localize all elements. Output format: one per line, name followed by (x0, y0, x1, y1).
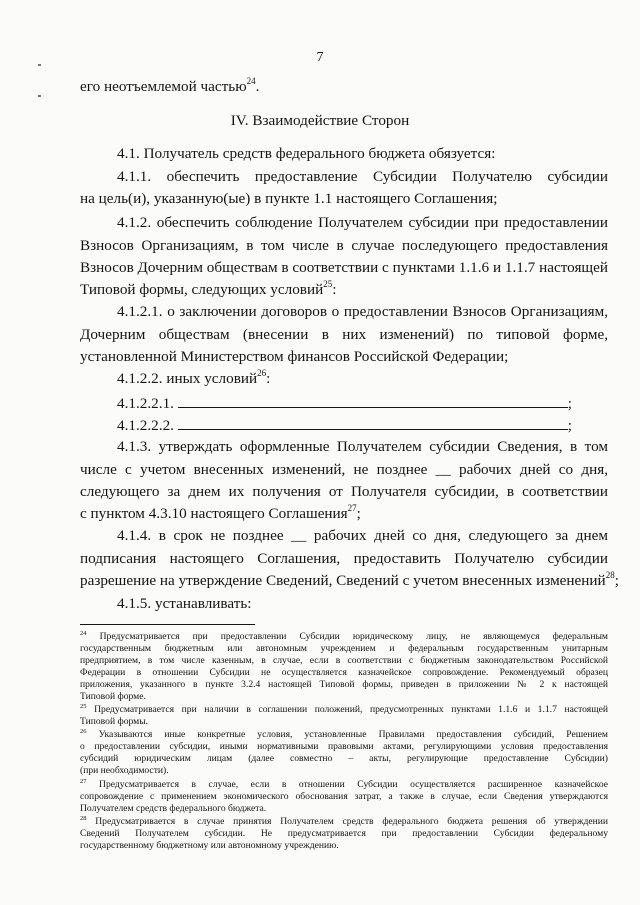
body-line: 4.1. Получатель средств федерального бюджета обязуется: (117, 145, 496, 162)
footnote-line: Типовой формы. (80, 716, 149, 727)
section-title: IV. Взаимодействие Сторон (230, 112, 410, 129)
footnote-line: государственному бюджетному или автономному учреждению. (80, 840, 339, 851)
blank-fill-line (178, 415, 568, 430)
footnote-line: государственным бюджетным или автономным учреждением и федеральным государственным унитарным (80, 643, 608, 654)
body-line: разрешение на утверждение Сведений, Сведений с учетом внесенных изменений$^{28}$; (80, 569, 619, 589)
footnote-line: о предоставлении субсидии, иными нормативными правовыми актами, регулирующими условия предоставления (80, 741, 608, 752)
footnote-line: предприятием, в том числе казенным, в случае, если в соответствии с бюджетным законодательством Российской (80, 655, 608, 666)
body-line: его неотъемлемой частью$^{24}$. (80, 75, 260, 95)
footnote-26: $^{26}$ Указываются иные конкретные условия, установленные Правилами предоставления субсидий, Решением (80, 727, 608, 740)
footnote-ref: 26 (257, 367, 267, 378)
body-line: 4.1.2.2.1. ; (117, 395, 572, 412)
footnote-line: (при необходимости). (80, 765, 169, 776)
footnote-line: Федерации в отношении Субсидии не осуществляется казначейское сопровождение. Рекомендуемый образец (80, 667, 608, 678)
footnote-25: $^{25}$ Предусматривается при наличии в соглашении положений, предусмотренных пунктами 1.1.6 и 1.1.7 настоящей (80, 702, 608, 715)
body-line: установленной Министерством финансов Российской Федерации; (80, 348, 509, 365)
footnote-27: $^{27}$ Предусматривается в случае, если в отношении Субсидии осуществляется расширенное казначейское (80, 777, 608, 790)
body-line: 4.1.5. устанавливать: (117, 595, 252, 612)
footnote-line: субсидий юридическим лицам (далее совместно – акты, регулирующие предоставление Субсидии) (80, 753, 608, 764)
body-line: с пунктом 4.3.10 настоящего Соглашения$^{27}$; (80, 502, 361, 522)
footnote-separator (80, 624, 255, 625)
body-line: 4.1.4. в срок не позднее __ рабочих дней со дня, следующего за днем (117, 527, 608, 544)
body-line: Взносов Организациям, в том числе в случае последующего предоставления (80, 237, 608, 254)
body-line: 4.1.2. обеспечить соблюдение Получателем субсидии при предоставлении (117, 214, 608, 231)
footnote-line: Получателем средств федерального бюджета. (80, 803, 267, 814)
body-line: подписания настоящего Соглашения, предоставить Получателю субсидии (80, 550, 608, 567)
body-line: 4.1.2.2. иных условий$^{26}$: (117, 367, 271, 387)
body-line: Взносов Дочерним обществам в соответствии с пунктами 1.1.6 и 1.1.7 настоящей (80, 259, 608, 276)
footnote-24: $^{24}$ Предусматривается при предоставлении Субсидии юридическому лицу, не являющемуся федеральным (80, 629, 609, 642)
footnote-28: $^{28}$ Предусматривается в случае принятия Получателем средств федерального бюджета решения об утверждении (80, 814, 608, 827)
footnote-line: Типовой форме. (80, 691, 146, 702)
footnote-line: сопровождение с применением экономического обоснования затрат, а также в случае, если Сведения утверждаются (80, 791, 608, 802)
body-line: на цель(и), указанную(ые) в пункте 1.1 настоящего Соглашения; (80, 190, 498, 207)
body-line: Типовой формы, следующих условий$^{25}$: (80, 278, 337, 298)
body-line: 4.1.2.1. о заключении договоров о предоставлении Взносов Организациям, (117, 303, 608, 320)
body-line: следующего за днем их получения от Получателя субсидии, в соответствии (80, 483, 608, 500)
footnote-ref: 24 (246, 75, 256, 86)
page-number: 7 (316, 50, 324, 65)
body-line: 4.1.1. обеспечить предоставление Субсидии Получателю субсидии (117, 168, 608, 185)
body-line: 4.1.2.2.2. ; (117, 417, 572, 434)
footnote-line: приложения, указанного в пункте 3.2.4 настоящей Типовой формы, приведен в приложении № 2 к настоящей (80, 679, 608, 690)
footnote-line: Сведений Получателем субсидии. Не предусматривается при предоставлении Субсидии федеральному (80, 828, 608, 839)
body-line: числе с учетом внесенных изменений, не позднее __ рабочих дней со дня, (80, 461, 608, 478)
blank-fill-line (178, 393, 568, 408)
footnote-ref: 28 (605, 569, 615, 580)
footnote-ref: 27 (347, 502, 357, 513)
body-line: Дочерним обществам (внесении в них изменений) по типовой форме, (80, 326, 608, 343)
scan-speck (38, 95, 41, 97)
footnote-ref: 25 (323, 278, 333, 289)
body-line: 4.1.3. утверждать оформленные Получателем субсидии Сведения, в том (117, 438, 608, 455)
